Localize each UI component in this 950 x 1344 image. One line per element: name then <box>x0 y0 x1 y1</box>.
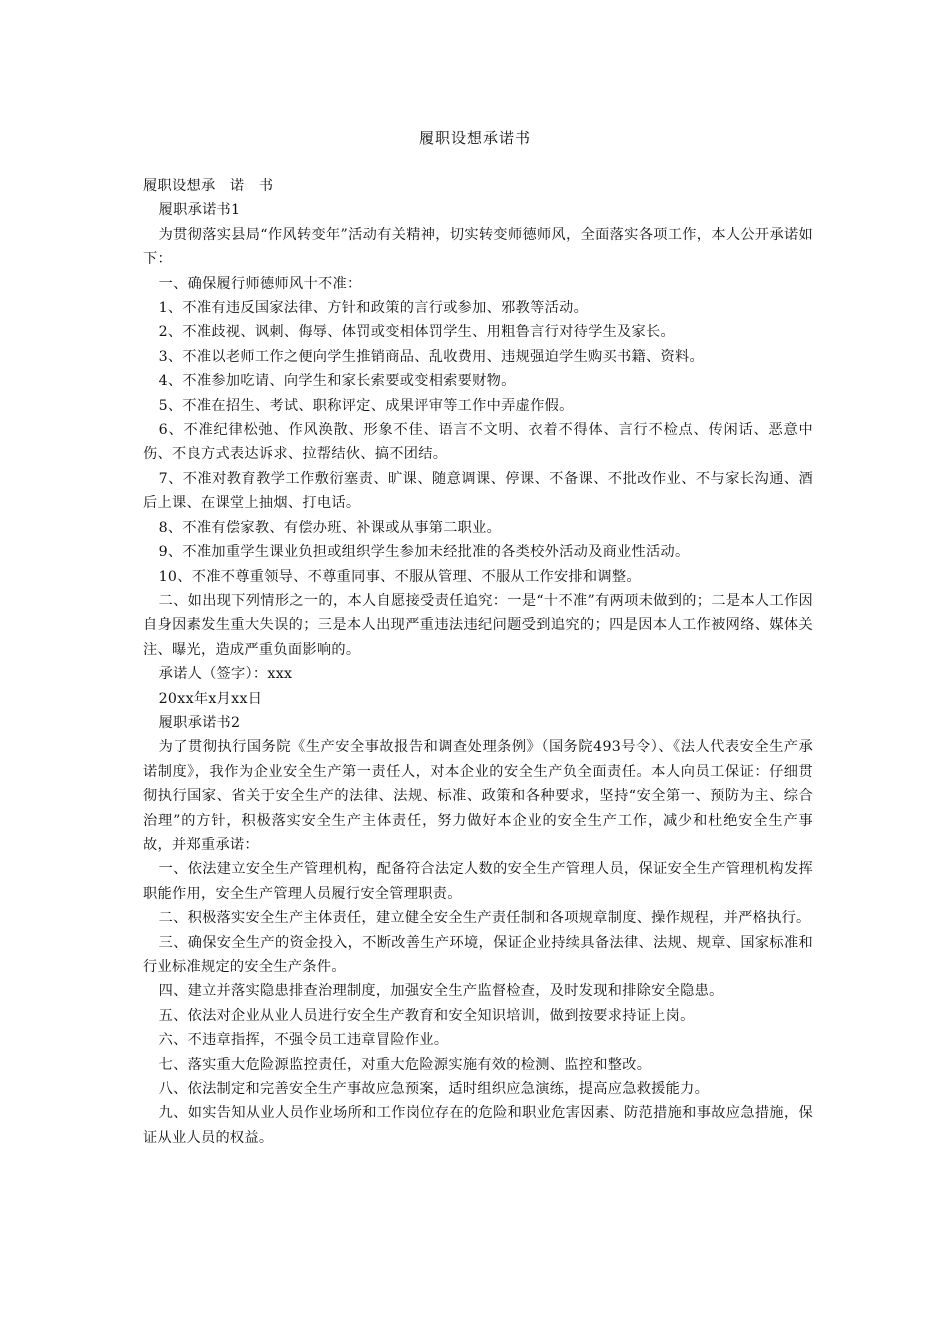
paragraph: 3、不准以老师工作之便向学生推销商品、乱收费用、违规强迫学生购买书籍、资料。 <box>158 348 704 365</box>
paragraph: 六、不违章指挥，不强令员工违章冒险作业。 <box>158 1032 449 1049</box>
paragraph: 为贯彻落实县局“作风转变年”活动有关精神，切实转变师德师风，全面落实各项工作，本人公开承诺如下： <box>143 226 813 268</box>
paragraph: 承诺人（签字）：xxx <box>158 666 293 683</box>
paragraph: 9、不准加重学生课业负担或组织学生参加未经批准的各类校外活动及商业性活动。 <box>158 544 690 561</box>
paragraph: 二、积极落实安全生产主体责任，建立健全安全生产责任制和各项规章制度、操作规程，并严格执行。 <box>158 910 811 927</box>
paragraph: 履职承诺书1 <box>158 202 241 219</box>
paragraph: 八、依法制定和完善安全生产事故应急预案，适时组织应急演练，提高应急救援能力。 <box>158 1081 710 1098</box>
paragraph: 三、确保安全生产的资金投入，不断改善生产环境，保证企业持续具备法律、法规、规章、国家标准和行业标准规定的安全生产条件。 <box>143 934 813 975</box>
paragraph: 履职承诺书2 <box>158 714 241 731</box>
paragraph: 九、如实告知从业人员作业场所和工作岗位存在的危险和职业危害因素、防范措施和事故应急措施，保证从业人员的权益。 <box>143 1105 813 1146</box>
paragraph: 8、不准有偿家教、有偿办班、补课或从事第二职业。 <box>158 519 502 536</box>
paragraph: 4、不准参加吃请、向学生和家长索要或变相索要财物。 <box>158 373 516 390</box>
paragraph: 为了贯彻执行国务院《生产安全事故报告和调查处理条例》（国务院493号令）、《法人代表安全生产承诺制度》，我作为企业安全生产第一责任人，对本企业的安全生产负全面责任。本人向员工保证：仔细贯彻执行国家、省关于安全生产的法律、法规、标准、政策和各种要求，坚持“安全第一、预防为主、综合治理”的方针，积极落实安全生产主体责任，努力做好本企业的安全生产工作，减少和杜绝安全生产事故，并郑重承诺： <box>143 739 813 853</box>
paragraph: 履职设想承 诺 书 <box>143 178 274 194</box>
paragraph: 二、如出现下列情形之一的，本人自愿接受责任追究：一是“十不准”有两项未做到的；二是本人工作因自身因素发生重大失误的；三是本人出现严重违法违纪问题受到追究的；四是因本人工作被网络、媒体关注、曝光，造成严重负面影响的。 <box>143 592 813 658</box>
paragraph: 七、落实重大危险源监控责任，对重大危险源实施有效的检测、监控和整改。 <box>158 1056 652 1073</box>
paragraph: 四、建立并落实隐患排查治理制度，加强安全生产监督检查，及时发现和排除安全隐患。 <box>158 983 724 1000</box>
document-body <box>143 174 813 1150</box>
paragraph: 1、不准有违反国家法律、方针和政策的言行或参加、邪教等活动。 <box>158 300 589 317</box>
paragraph: 五、依法对企业从业人员进行安全生产教育和安全知识培训，做到按要求持证上岗。 <box>158 1007 695 1024</box>
paragraph: 20xx年x月xx日 <box>158 690 263 707</box>
paragraph: 5、不准在招生、考试、职称评定、成果评审等工作中弄虚作假。 <box>158 397 574 414</box>
document-title: 履职设想承诺书 <box>418 129 531 147</box>
paragraph: 2、不准歧视、讽刺、侮辱、体罚或变相体罚学生、用粗鲁言行对待学生及家长。 <box>158 324 676 341</box>
paragraph: 一、依法建立安全生产管理机构，配备符合法定人数的安全生产管理人员，保证安全生产管理机构发挥职能作用，安全生产管理人员履行安全管理职责。 <box>143 861 813 902</box>
paragraph: 7、不准对教育教学工作敷衍塞责、旷课、随意调课、停课、不备课、不批改作业、不与家长沟通、酒后上课、在课堂上抽烟、打电话。 <box>143 470 813 512</box>
paragraph: 一、确保履行师德师风十不准： <box>158 275 362 292</box>
paragraph: 10、不准不尊重领导、不尊重同事、不服从管理、不服从工作安排和调整。 <box>158 568 641 585</box>
paragraph: 6、不准纪律松弛、作风涣散、形象不佳、语言不文明、衣着不得体、言行不检点、传闲话、恶意中伤、不良方式表达诉求、拉帮结伙、搞不团结。 <box>143 422 813 463</box>
